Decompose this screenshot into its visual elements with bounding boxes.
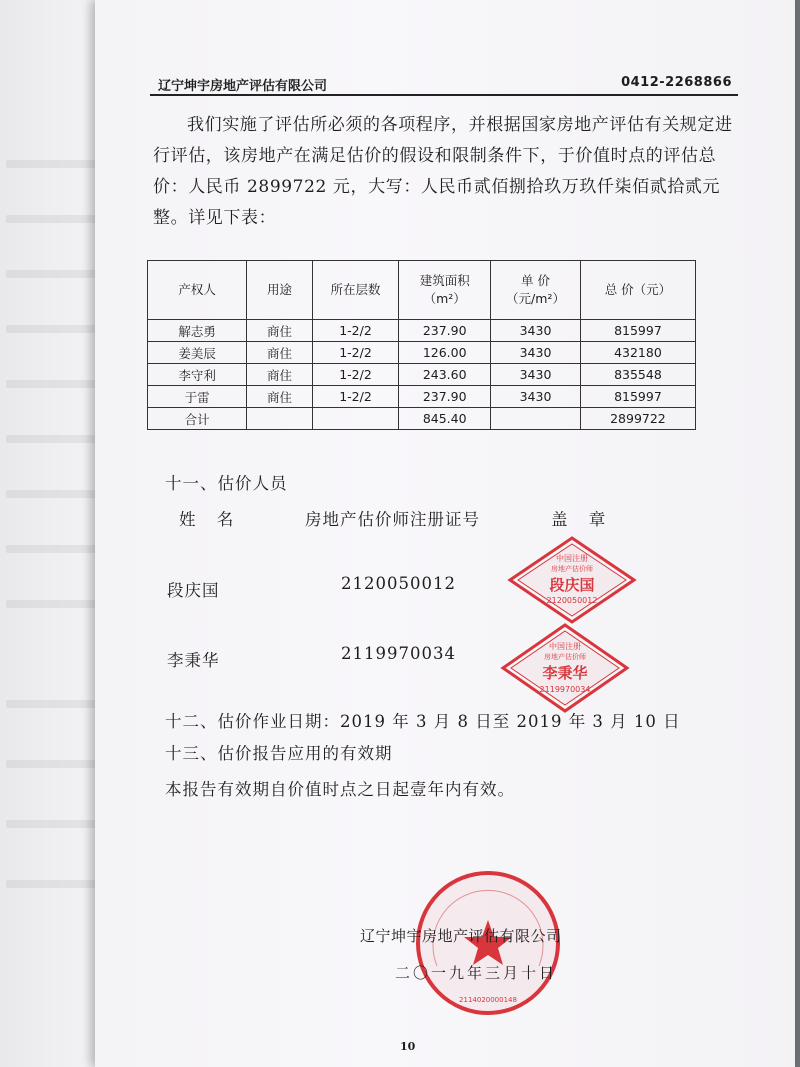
table-header-row — [148, 261, 696, 320]
table-row — [148, 364, 696, 386]
cell: 于雷 — [148, 386, 247, 408]
seal-number-text: 2119970034 — [539, 685, 591, 694]
cell: 商住 — [247, 342, 312, 364]
cell: 815997 — [580, 320, 695, 342]
cell: 845.40 — [399, 408, 491, 430]
header-floor: 所在层数 — [312, 261, 399, 320]
table-total-row — [148, 408, 696, 430]
document-page: 辽宁坤宇房地产评估有限公司 0412-2268866 我们实施了评估所必须的各项程序，并根据国家房地产评估有关规定进行评估，该房地产在满足估价的假设和限制条件下，于价值时点的评估总价：人民币 2899722 元，大写：人民币贰佰捌拾玖万玖仟柒佰贰拾贰元整。详见下表： 产权人 用途 所在层数 建筑面积（m²） 单 价（元/m²） 总 价（元） 解志勇 商住 1-2/2 237.90 3430 815997 姜美辰 商住 1-2/2 126.00 3430 432180 李守利 商住 1-2/2 243.60 3430 835548 于雷 商住 1-2/2 237.90 3430 815997 合计 845.40 2899722 十一、估价人员 姓 名 房地产估价师注册证号 盖 章 段庆国 2120050012 李秉华 2119970034 十二、估价作业日期：2019 年 3 月 8 日至 2019 年 3 月 10 日 十三、估价报告应用的有效期 本报告有效期自价值时点之日起壹年内有效。 中国注册 房地产估价师 段庆国 2120050012 中国注册 房地产估价师 李秉华 2119970034 2114020000148 辽宁坤宇房地产评估有限公司 二〇一九年三月十日 10 — [95, 0, 795, 1067]
cell: 3430 — [491, 342, 581, 364]
col-cert-label: 房地产估价师注册证号 — [305, 510, 480, 529]
section-11-title: 十一、估价人员 — [165, 474, 288, 493]
cell: 商住 — [247, 386, 312, 408]
header-phone: 0412-2268866 — [621, 75, 732, 90]
cell: 243.60 — [399, 364, 491, 386]
cell: 合计 — [148, 408, 247, 430]
cell: 815997 — [580, 386, 695, 408]
seal-name-text: 李秉华 — [542, 664, 588, 682]
cell: 1-2/2 — [312, 342, 399, 364]
header-company: 辽宁坤宇房地产评估有限公司 — [158, 79, 328, 94]
header-unit-price: 单 价（元/m²） — [491, 261, 581, 320]
cell: 商住 — [247, 320, 312, 342]
table-row — [148, 320, 696, 342]
cell: 李守利 — [148, 364, 247, 386]
valuation-table — [147, 260, 696, 430]
cell: 3430 — [491, 364, 581, 386]
cell: 1-2/2 — [312, 386, 399, 408]
cell: 3430 — [491, 320, 581, 342]
cell: 835548 — [580, 364, 695, 386]
cell: 1-2/2 — [312, 364, 399, 386]
appraiser-seal-icon — [500, 622, 630, 714]
appraiser-cert: 2120050012 — [341, 574, 456, 593]
cell — [491, 408, 581, 430]
page-header — [150, 72, 738, 96]
header-total-price: 总 价（元） — [580, 261, 695, 320]
company-seal-number: 2114020000148 — [459, 996, 517, 1004]
intro-paragraph: 我们实施了评估所必须的各项程序，并根据国家房地产评估有关规定进行评估，该房地产在满足估价的假设和限制条件下，于价值时点的评估总价：人民币 2899722 元，大写：人民币贰佰捌拾玖万玖仟柒佰贰拾贰元整。详见下表： — [153, 115, 733, 228]
cell: 237.90 — [399, 386, 491, 408]
seal-top-text: 中国注册 — [556, 554, 588, 563]
appraiser-cert: 2119970034 — [341, 644, 456, 663]
seal-name-text: 段庆国 — [549, 576, 595, 594]
cell: 237.90 — [399, 320, 491, 342]
seal-middle-text: 房地产估价师 — [551, 565, 593, 573]
cell: 解志勇 — [148, 320, 247, 342]
table-row — [148, 342, 696, 364]
cell: 432180 — [580, 342, 695, 364]
cell: 126.00 — [399, 342, 491, 364]
cell — [247, 408, 312, 430]
header-use: 用途 — [247, 261, 312, 320]
section-13-title: 十三、估价报告应用的有效期 — [165, 744, 393, 763]
cell: 商住 — [247, 364, 312, 386]
appraiser-name: 李秉华 — [167, 651, 220, 670]
seal-middle-text: 房地产估价师 — [544, 653, 586, 661]
cell: 3430 — [491, 386, 581, 408]
header-owner: 产权人 — [148, 261, 247, 320]
cell: 姜美辰 — [148, 342, 247, 364]
appraiser-seal-icon — [507, 535, 637, 625]
cell — [312, 408, 399, 430]
col-seal-label: 盖 章 — [551, 510, 614, 529]
table-row — [148, 386, 696, 408]
cell: 1-2/2 — [312, 320, 399, 342]
page-number: 10 — [400, 1040, 416, 1053]
section-13-body: 本报告有效期自价值时点之日起壹年内有效。 — [165, 780, 515, 799]
section-12-text: 十二、估价作业日期：2019 年 3 月 8 日至 2019 年 3 月 10 日 — [165, 712, 681, 731]
cell: 2899722 — [580, 408, 695, 430]
seal-number-text: 2120050012 — [546, 596, 598, 605]
header-area: 建筑面积（m²） — [399, 261, 491, 320]
seal-top-text: 中国注册 — [549, 642, 581, 651]
appraiser-name: 段庆国 — [167, 581, 220, 600]
col-name-label: 姓 名 — [179, 510, 242, 529]
